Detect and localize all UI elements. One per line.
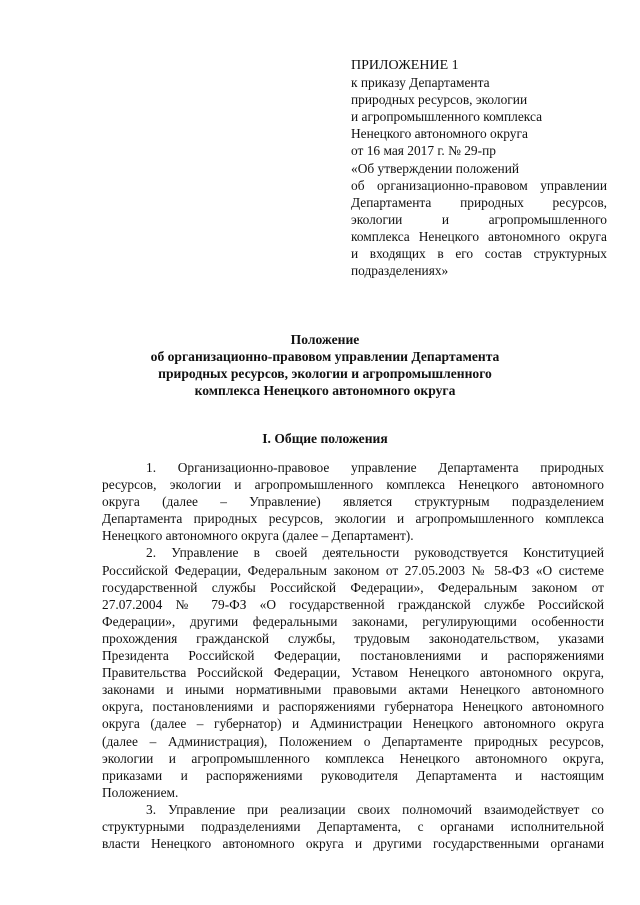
appendix-line: экологии и агропромышленного (351, 211, 607, 227)
paragraph-line: структурными подразделениями Департамента, с органами исполнительной (102, 818, 604, 834)
paragraph-line: Федерации», другими федеральными законами, регулирующими особенности (102, 613, 604, 629)
paragraph-line: ресурсов, экологии и агропромышленного комплекса Ненецкого автономного (102, 477, 604, 493)
paragraph-line: Президента Российской Федерации, постановлениями и распоряжениями (102, 648, 604, 664)
paragraph-line: Департамента природных ресурсов, экологии и агропромышленного комплекса (102, 511, 604, 527)
appendix-line: подразделениях» (351, 263, 449, 279)
paragraph-line: Правительства Российской Федерации, Уставом Ненецкого автономного округа, (102, 665, 604, 681)
title-line: об организационно-правовом управлении Департамента (150, 349, 500, 364)
paragraph-line: Ненецкого автономного округа (далее – Департамент). (102, 528, 414, 544)
body-text (102, 459, 604, 852)
paragraph-line: Положением. (102, 784, 179, 800)
paragraph-line: 2. Управление в своей деятельности руководствуется Конституцией (146, 545, 604, 561)
paragraph-2 (102, 544, 604, 800)
appendix-line: и входящих в его состав структурных (351, 246, 607, 262)
paragraph-line: экологии и агропромышленного комплекса Ненецкого автономного округа, (102, 750, 604, 766)
appendix-heading: ПРИЛОЖЕНИЕ 1 (351, 58, 459, 73)
paragraph-line: приказами и распоряжениями руководителя Департамента и настоящим (102, 767, 604, 783)
paragraph-line: 1. Организационно-правовое управление Департамента природных (146, 460, 604, 475)
paragraph-line: Российской Федерации, Федеральным законом от 27.05.2003 № 58-ФЗ «О системе (102, 562, 604, 578)
appendix-block (351, 57, 607, 279)
appendix-line: комплекса Ненецкого автономного округа (351, 228, 607, 244)
title-line: Положение (290, 332, 360, 347)
paragraph-line: прохождения гражданской службы, трудовым законодательством, указами (102, 630, 604, 646)
paragraph-line: округа (далее – Управление) является структурным подразделением (102, 494, 604, 510)
paragraph-line: округа, постановлениями и распоряжениями губернатора Ненецкого автономного (102, 699, 604, 715)
paragraph-line: округа (далее – губернатор) и Администрации Ненецкого автономного округа (102, 716, 604, 732)
appendix-line: от 16 мая 2017 г. № 29-пр (351, 143, 496, 159)
appendix-line: об организационно-правовом управлении (351, 177, 607, 193)
document-title (130, 331, 520, 399)
paragraph-line: власти Ненецкого автономного округа и другими государственными органами (102, 836, 604, 852)
appendix-line: к приказу Департамента (351, 75, 490, 91)
title-line: комплекса Ненецкого автономного округа (194, 383, 456, 398)
paragraph-line: 3. Управление при реализации своих полномочий взаимодействует со (146, 801, 604, 817)
paragraph-3 (102, 801, 604, 852)
paragraph-line: 27.07.2004 № 79-ФЗ «О государственной гражданской службе Российской (102, 596, 604, 612)
appendix-line: и агропромышленного комплекса (351, 109, 543, 125)
paragraph-line: (далее – Администрация), Положением о Департаменте природных ресурсов, (102, 733, 604, 749)
appendix-line: Ненецкого автономного округа (351, 126, 528, 142)
appendix-line: Департамента природных ресурсов, (351, 194, 607, 210)
appendix-line: «Об утверждении положений (351, 160, 520, 176)
appendix-line: природных ресурсов, экологии (351, 92, 528, 108)
paragraph-line: законами и иными нормативными правовыми актами Ненецкого автономного (102, 682, 604, 698)
section-heading: I. Общие положения (262, 431, 388, 446)
title-line: природных ресурсов, экологии и агропромышленного (158, 366, 492, 381)
paragraph-1 (102, 459, 604, 544)
paragraph-line: государственной службы Российской Федерации», Федеральным законом от (102, 579, 604, 595)
